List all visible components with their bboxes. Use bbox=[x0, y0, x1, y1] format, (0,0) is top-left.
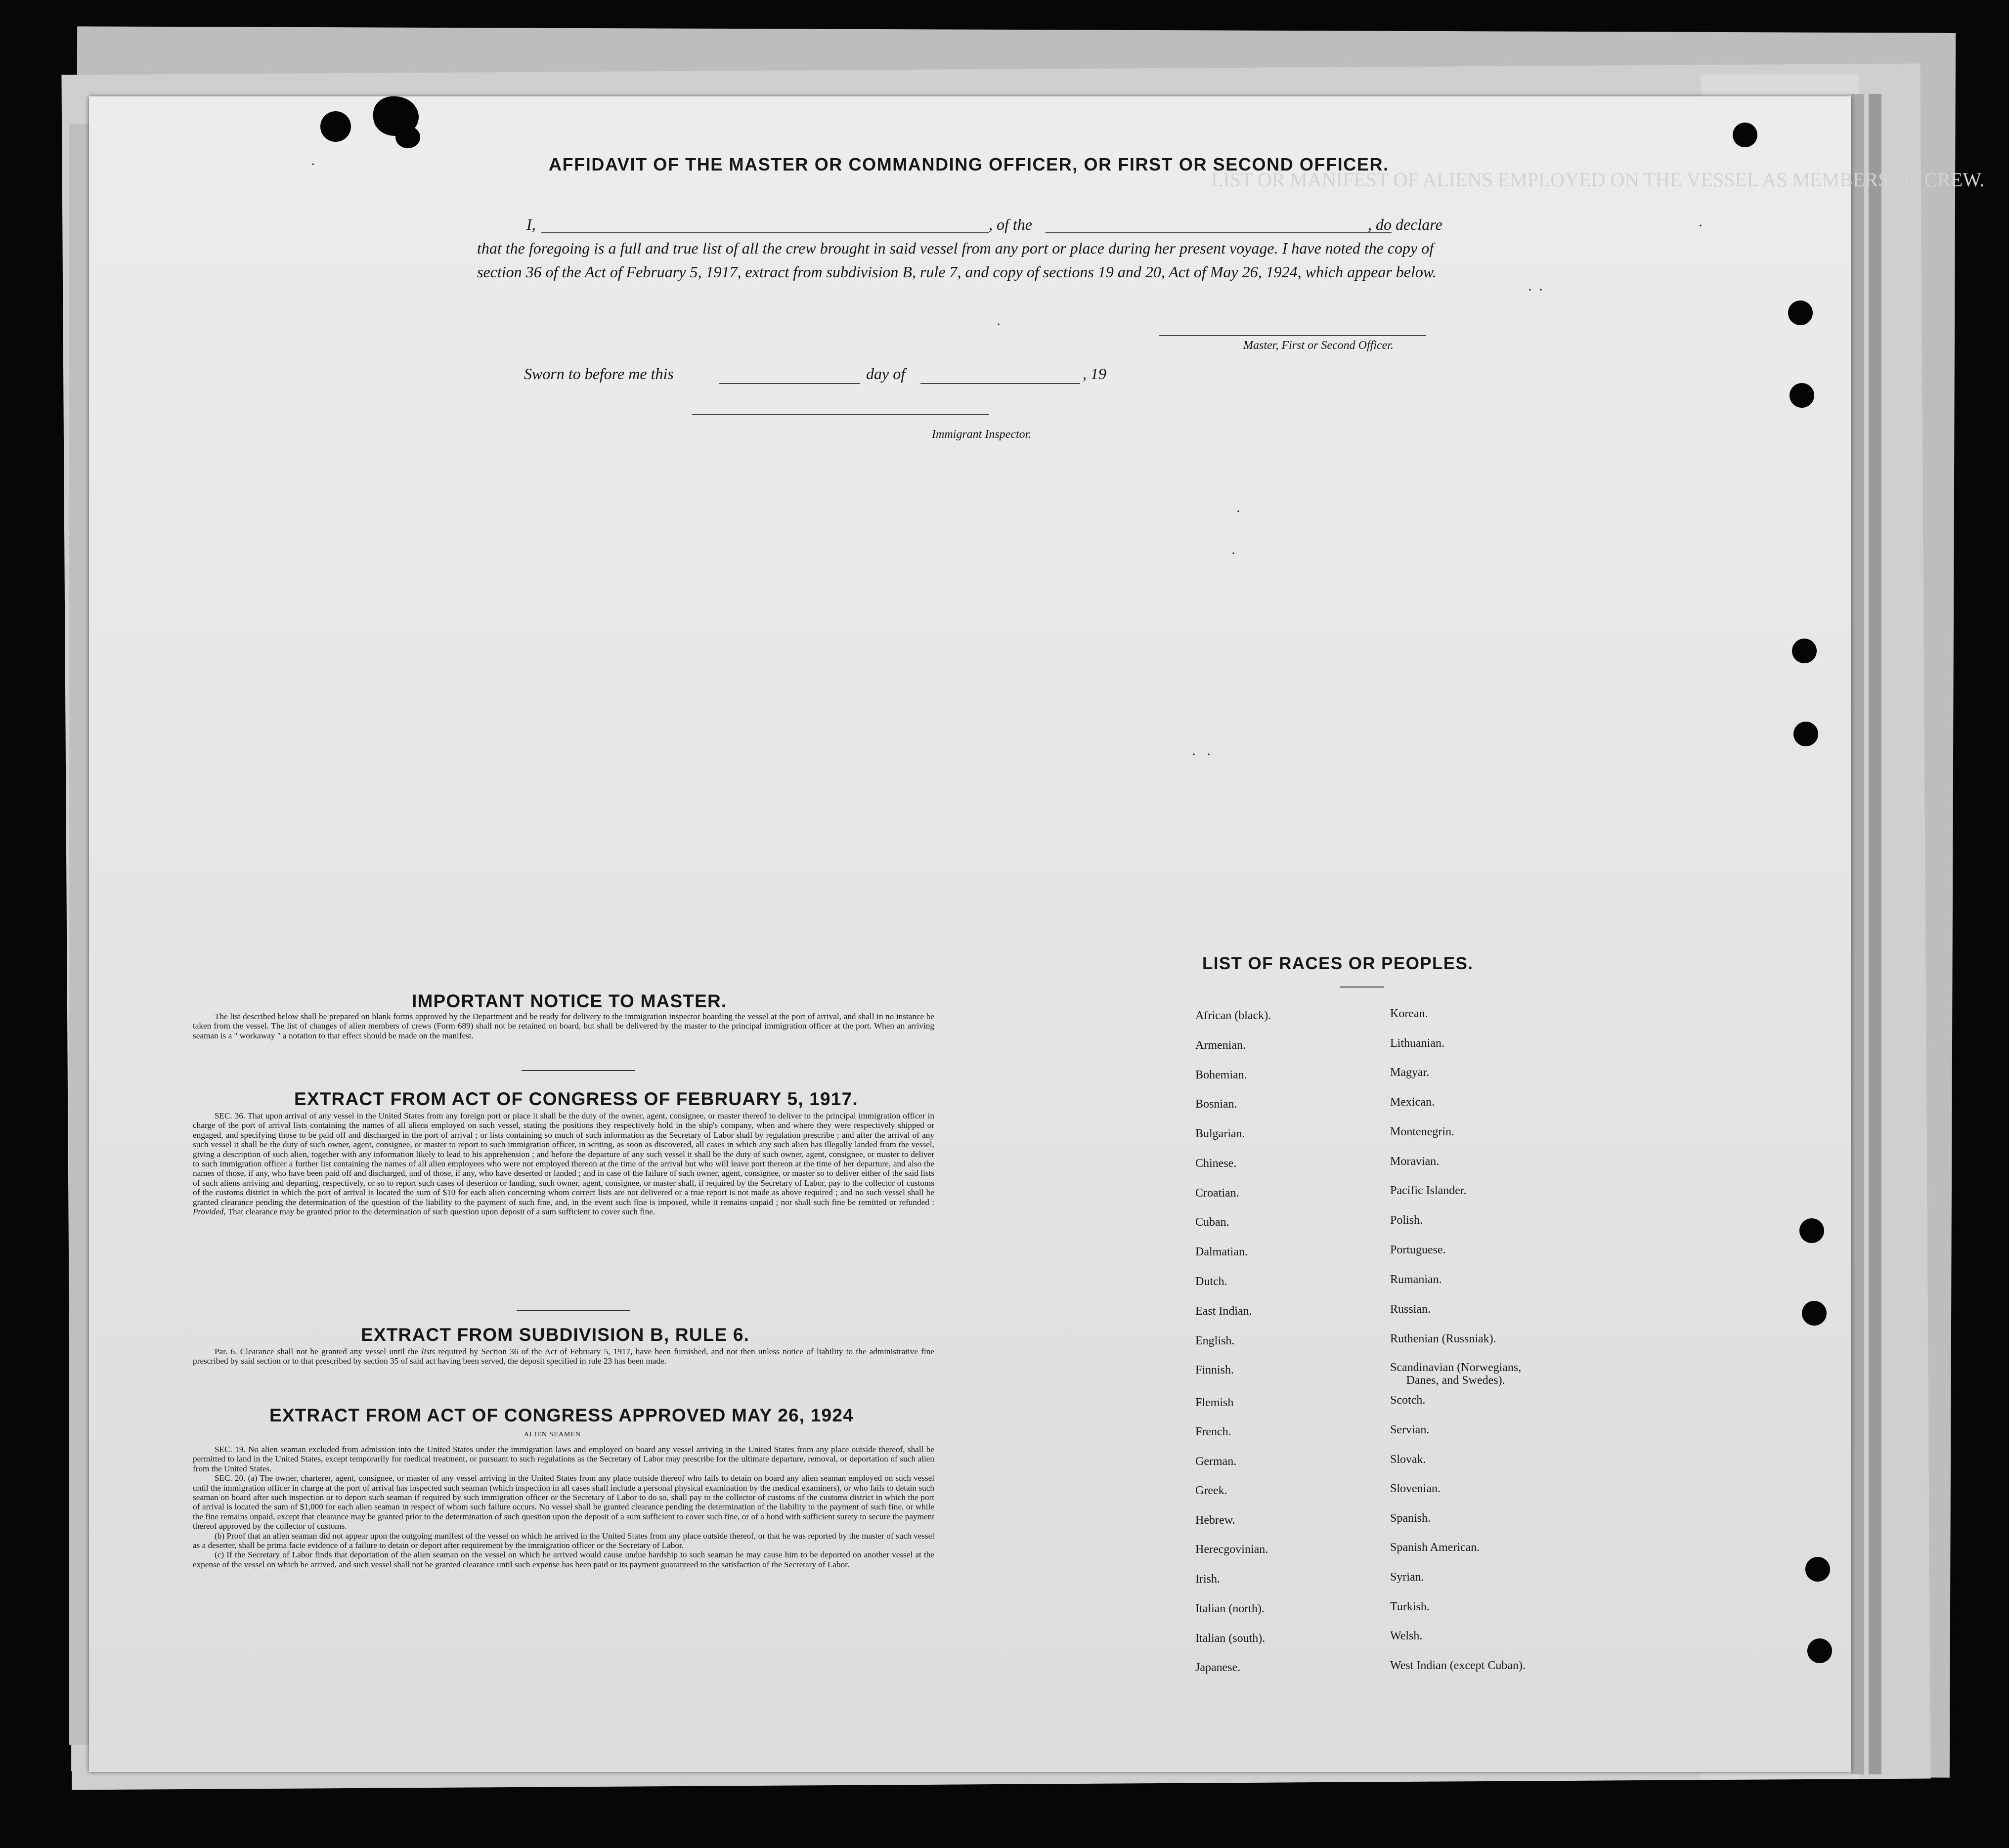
race-right: Polish. bbox=[1390, 1214, 1423, 1227]
punch-hole bbox=[1805, 1557, 1830, 1582]
race-left: Hebrew. bbox=[1195, 1514, 1235, 1527]
sec20b-paragraph: (b) Proof that an alien seaman did not appear upon the outgoing manifest of the vessel on which he arrived in the United States from any place outside thereof, or that he was reported by the master of such vessel as a deserter, shall be prima facie evidence of a failure to detain or deport after requirement by the immigration officer or the Secretary of Labor. bbox=[193, 1531, 934, 1550]
binder-strip bbox=[69, 124, 89, 1745]
of-the-label: , of the bbox=[989, 215, 1032, 233]
bleed-through-text: LIST OR MANIFEST OF ALIENS EMPLOYED ON THE VESSEL AS MEMBERS OF CREW. bbox=[1211, 169, 1985, 191]
punch-hole bbox=[1807, 1638, 1832, 1663]
race-right: Ruthenian (Russniak). bbox=[1390, 1332, 1496, 1345]
affidavit-title: AFFIDAVIT OF THE MASTER OR COMMANDING OFFICER, OR FIRST OR SECOND OFFICER. bbox=[549, 154, 1389, 174]
stray-mark: · bbox=[1236, 503, 1241, 519]
race-left: African (black). bbox=[1195, 1009, 1271, 1022]
races-title: LIST OF RACES OR PEOPLES. bbox=[1202, 954, 1474, 973]
extract-1917-title: EXTRACT FROM ACT OF CONGRESS OF FEBRUARY 5, 1917. bbox=[294, 1089, 858, 1109]
race-left: Finnish. bbox=[1195, 1364, 1234, 1376]
inspector-signature-line[interactable] bbox=[692, 414, 989, 415]
race-left: East Indian. bbox=[1195, 1305, 1252, 1318]
race-left: Italian (south). bbox=[1195, 1632, 1266, 1645]
rule6-lists: lists bbox=[421, 1347, 436, 1356]
race-right: Pacific Islander. bbox=[1390, 1184, 1467, 1197]
race-left: Bohemian. bbox=[1195, 1069, 1247, 1081]
race-right: Portuguese. bbox=[1390, 1244, 1446, 1256]
sworn-year-prefix: , 19 bbox=[1083, 365, 1106, 383]
extract-1924-text bbox=[193, 1445, 934, 1569]
race-left: Chinese. bbox=[1195, 1157, 1237, 1170]
race-left: Herecgovinian. bbox=[1195, 1543, 1268, 1556]
divider bbox=[1340, 987, 1384, 988]
stray-mark: · bbox=[1528, 282, 1532, 298]
race-right: Welsh. bbox=[1390, 1630, 1423, 1642]
sec20a-paragraph: SEC. 20. (a) The owner, charterer, agent, consignee, or master of any vessel arriving in the United States from any place outside thereof who fails to detain on board any alien seaman employed on such vessel until the immigration officer in charge at the port of arrival has inspected such seaman (which inspection in all cases shall include a personal physical examination by the medical examiners), or who fails to detain such seaman on board after such inspection or to deport such seaman if required by such immigration officer or the Secretary of Labor to do so, shall pay to the collector of customs of the customs district in which the port of arrival is located the sum of $1,000 for each alien seaman in respect of whom such failure occurs. No vessel shall be granted clearance pending the determination of the liability to the payment of such fine, or while the fine remains unpaid, except that clearance may be granted prior to the determination of such question upon the deposit of a sum sufficient to cover such fine, or of a bond with sufficient surety to secure the payment thereof approved by the collector of customs. bbox=[193, 1473, 934, 1531]
stray-mark: · bbox=[1231, 545, 1236, 561]
race-right: Scotch. bbox=[1390, 1394, 1426, 1407]
ink-blot bbox=[395, 126, 420, 148]
declaration-body: that the foregoing is a full and true list of all the crew brought in said vessel from any port or place during her present voyage. I have noted the copy of section 36 of the Act of February 5, 1917, extract from subdivision B, rule 7, and copy of sections 19 and 20, Act of May 26, 1924, which appear below. bbox=[477, 239, 1437, 281]
stray-mark: · bbox=[1698, 217, 1703, 234]
race-right: Slovenian. bbox=[1390, 1482, 1441, 1495]
notice-title: IMPORTANT NOTICE TO MASTER. bbox=[412, 991, 727, 1011]
race-left: Bosnian. bbox=[1195, 1098, 1237, 1111]
race-right: Russian. bbox=[1390, 1303, 1431, 1316]
declaration-i-label: I, bbox=[526, 215, 536, 233]
punch-hole bbox=[1802, 1301, 1827, 1326]
race-left: Cuban. bbox=[1195, 1216, 1229, 1229]
page-edge-strip bbox=[1869, 94, 1881, 1774]
vessel-blank[interactable] bbox=[1046, 232, 1392, 233]
race-left: Dalmatian. bbox=[1195, 1246, 1248, 1258]
race-right: Mexican. bbox=[1390, 1096, 1435, 1109]
race-left: Italian (north). bbox=[1195, 1602, 1265, 1615]
sworn-day-of: day of bbox=[866, 365, 906, 383]
race-left: Croatian. bbox=[1195, 1187, 1239, 1200]
sworn-day-blank[interactable] bbox=[719, 383, 860, 384]
extract-1917-body: SEC. 36. That upon arrival of any vessel in the United States from any foreign port or place it shall be the duty of the owner, agent, consignee, or master thereof to deliver to the principal immigration officer in charge of the port of arrival lists containing the names of all aliens employed on such vessel, stating the positions they respectively hold in the ship's company, when and where they were respectively shipped or engaged, and specifying those to be paid off and discharged in the port of arrival ; or lists containing so much of such information as the Secretary of Labor shall by regulation prescribe ; and after the arrival of any such vessel it shall be the duty of such owner, agent, consignee, or master to report to such immigration officer, in writing, as soon as discovered, all cases in which any such alien has illegally landed from the vessel, giving a description of such alien, together with any information likely to lead to his apprehension ; and before the departure of any such vessel it shall be the duty of such owner, agent, consignee, or master to deliver to such immigration officer a further list containing the names of all alien employees who were not employed thereon at the time of the arrival but who will leave port thereon at the time of her departure, and also the names of those, if any, who have been paid off and discharged, and of those, if any, who have deserted or landed ; and in case of the failure of such owner, agent, consignee, or master so to deliver either of the said lists of such aliens arriving and departing, respectively, or so to report such cases of desertion or landing, such owner, agent, consignee, or master shall, if required by the Secretary of Labor, pay to the collector of customs of the customs district in which the port of arrival is located the sum of $10 for each alien concerning whom correct lists are not delivered or a true report is not made as above required ; and no such vessel shall be granted clearance pending the determination of the question of the liability to the payment of such fine, and, in the event such fine is imposed, while it remains unpaid ; nor shall such fine be remitted or refunded : bbox=[193, 1111, 934, 1207]
race-right: Turkish. bbox=[1390, 1600, 1430, 1613]
race-right: Spanish. bbox=[1390, 1512, 1431, 1525]
page-edge-strip bbox=[1851, 94, 1864, 1774]
race-right: Korean. bbox=[1390, 1007, 1428, 1020]
extract-1924-subtitle: ALIEN SEAMEN bbox=[524, 1431, 581, 1438]
punch-hole bbox=[1799, 1218, 1824, 1243]
name-blank[interactable] bbox=[541, 232, 989, 233]
punch-hole bbox=[1790, 383, 1814, 408]
race-left: Bulgarian. bbox=[1195, 1127, 1245, 1140]
race-left: Flemish bbox=[1195, 1396, 1234, 1409]
ink-blot bbox=[320, 111, 351, 142]
do-declare-label: , do declare bbox=[1368, 215, 1442, 233]
race-right: West Indian (except Cuban). bbox=[1390, 1659, 1526, 1672]
punch-hole bbox=[1788, 301, 1813, 325]
race-right: Spanish American. bbox=[1390, 1541, 1480, 1554]
stray-mark: · bbox=[310, 156, 315, 172]
race-left: English. bbox=[1195, 1334, 1235, 1347]
divider bbox=[517, 1310, 630, 1311]
punch-hole bbox=[1793, 722, 1818, 746]
race-right: Slovak. bbox=[1390, 1453, 1426, 1466]
race-left: Irish. bbox=[1195, 1573, 1220, 1586]
race-right: Syrian. bbox=[1390, 1571, 1424, 1584]
race-right: Lithuanian. bbox=[1390, 1037, 1444, 1050]
race-left: German. bbox=[1195, 1455, 1237, 1468]
punch-hole bbox=[1792, 639, 1817, 663]
sec19-paragraph: SEC. 19. No alien seaman excluded from admission into the United States under the immigration laws and employed on board any vessel arriving in the United States from any place outside thereof, shall be permitted to land in the United States, except temporarily for medical treatment, or pursuant to such regulations as the Secretary of Labor may prescribe for the ultimate departure, removal, or deportation of such alien from the United States. bbox=[193, 1445, 934, 1473]
race-left: Greek. bbox=[1195, 1484, 1227, 1497]
sworn-prefix: Sworn to before me this bbox=[524, 365, 674, 383]
master-signature-line[interactable] bbox=[1159, 335, 1426, 336]
race-right: Montenegrin. bbox=[1390, 1125, 1454, 1138]
race-left: Dutch. bbox=[1195, 1275, 1227, 1288]
inspector-label: Immigrant Inspector. bbox=[932, 428, 1032, 441]
race-left: French. bbox=[1195, 1425, 1231, 1438]
extract-rule6-text: Par. 6. Clearance shall not be granted any vessel until the lists required by Section 36 of the Act of February 5, 1917, have been furnished, and not then unless notice of liability to the administrative fine prescribed by said section or to that prescribed by section 35 of said act having been served, the deposit specified in rule 23 has been made. bbox=[193, 1347, 934, 1366]
extract-1917-body-end: That clearance may be granted prior to the determination of such question upon deposit of a sum sufficient to cover such fine. bbox=[225, 1207, 655, 1217]
extract-rule6-title: EXTRACT FROM SUBDIVISION B, RULE 6. bbox=[361, 1325, 750, 1345]
stray-mark: · bbox=[1191, 746, 1196, 763]
race-right: Rumanian. bbox=[1390, 1273, 1442, 1286]
punch-hole bbox=[1733, 123, 1757, 147]
divider bbox=[522, 1070, 635, 1071]
sworn-month-blank[interactable] bbox=[920, 383, 1080, 384]
stray-mark: · bbox=[1538, 282, 1543, 298]
race-right: Servian. bbox=[1390, 1423, 1430, 1436]
sec20c-paragraph: (c) If the Secretary of Labor finds that deportation of the alien seaman on the vessel on which he arrived would cause undue hardship to such seaman he may cause him to be deported on another vessel at the expense of the vessel on which he arrived, and such vessel shall not be granted clearance until such expense has been paid or its payment guaranteed to the satisfaction of the Secretary of Labor. bbox=[193, 1550, 934, 1569]
master-signature-label: Master, First or Second Officer. bbox=[1243, 339, 1394, 352]
extract-1917-text bbox=[193, 1111, 934, 1216]
extract-1917-provided: Provided, bbox=[193, 1207, 226, 1217]
race-right: Scandinavian (Norwegians, Danes, and Swedes). bbox=[1390, 1361, 1522, 1387]
sworn-line bbox=[524, 365, 674, 383]
stray-mark: · bbox=[996, 316, 1001, 333]
stray-mark: · bbox=[1206, 746, 1211, 763]
race-right: Moravian. bbox=[1390, 1155, 1440, 1168]
race-right: Magyar. bbox=[1390, 1066, 1430, 1079]
race-left: Japanese. bbox=[1195, 1661, 1241, 1674]
extract-1924-title: EXTRACT FROM ACT OF CONGRESS APPROVED MAY 26, 1924 bbox=[269, 1405, 854, 1425]
notice-text: The list described below shall be prepared on blank forms approved by the Department and be ready for delivery to the immigration inspector boarding the vessel at the port of arrival, and shall in no instance be taken from the vessel. The list of changes of alien members of crews (Form 689) shall not be retained on board, but shall be delivered by the master to the principal immigration officer at the port. When an arriving seaman is a " workaway " a notation to that effect should be made on the manifest. bbox=[193, 1012, 934, 1040]
race-left: Armenian. bbox=[1195, 1039, 1246, 1052]
